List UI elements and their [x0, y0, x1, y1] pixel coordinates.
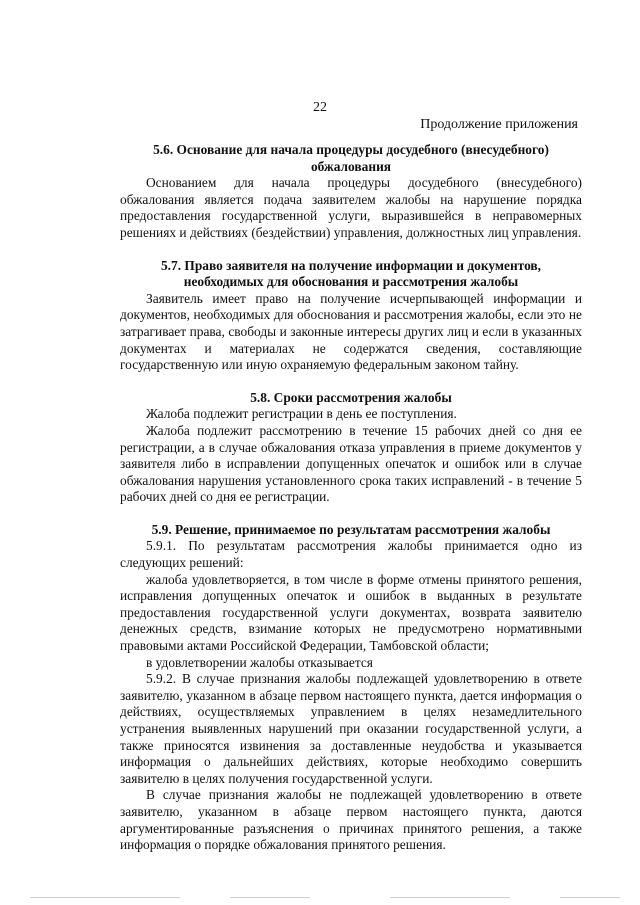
paragraph: В случае признания жалобы не подлежащей удовлетворению в ответе заявителю, указанном в абзаце первом настоящего пункта, даются аргументированные разъяснения о причинах принятого решения, а также информация о порядке обжалования принятого решения. [120, 787, 582, 853]
section-heading-5-6: 5.6. Основание для начала процедуры досудебного (внесудебного) обжалования [153, 142, 549, 174]
paragraph: 5.9.2. В случае признания жалобы подлежащей удовлетворению в ответе заявителю, указанном в абзаце первом настоящего пункта, дается информация о действиях, осуществляемых управлением в целях незамедлительного устранения выявленных нарушений при оказании государственной услуги, а также приносятся извинения за доставленные неудобства и указывается информация о дальнейших действиях, которые необходимо совершить заявителю в целях получения государственной услуги. [120, 671, 582, 786]
paragraph: в удовлетворении жалобы отказывается [146, 654, 373, 670]
scan-artifact [560, 897, 620, 898]
paragraph: Жалоба подлежит рассмотрению в течение 15 рабочих дней со дня ее регистрации, а в случае обжалования отказа управления в приеме документов у заявителя либо в исправлении допущенных опечаток и ошибок или в случае обжалования нарушения установленного срока таких исправлений - в течение 5 рабочих дней со дня ее регистрации. [120, 422, 582, 505]
scan-artifact [30, 897, 180, 898]
paragraph: Заявитель имеет право на получение исчерпывающей информации и документов, необходимых для обоснования и рассмотрения жалобы, если это не затрагивает права, свободы и законные интересы других лиц и если в указанных документах и материалах не содержатся сведения, составляющие государственную или иную охраняемую федеральным законом тайну. [120, 290, 582, 373]
scan-artifact [390, 897, 510, 898]
paragraph: Жалоба подлежит регистрации в день ее поступления. [146, 406, 457, 422]
section-heading-5-9: 5.9. Решение, принимаемое по результатам рассмотрения жалобы [151, 521, 551, 537]
continuation-note: Продолжение приложения [420, 117, 578, 132]
document-body [120, 142, 582, 854]
section-heading-5-7: 5.7. Право заявителя на получение информации и документов, необходимых для обоснования и рассмотрения жалобы [160, 257, 542, 290]
section-heading-5-8: 5.8. Сроки рассмотрения жалобы [250, 389, 452, 405]
paragraph: Основанием для начала процедуры досудебного (внесудебного) обжалования является подача заявителем жалобы на нарушение порядка предоставления государственной услуги, выразившейся в неправомерных решениях и действиях (бездействии) управления, должностных лиц управления. [120, 175, 582, 240]
page-number: 22 [313, 100, 327, 115]
paragraph: жалоба удовлетворяется, в том числе в форме отмены принятого решения, исправления допущенных опечаток и ошибок в выданных в результате предоставления государственной услуги документах, возврата заявителю денежных средств, взимание которых не предусмотрено нормативными правовыми актами Российской Федерации, Тамбовской области; [120, 571, 582, 654]
paragraph: 5.9.1. По результатам рассмотрения жалобы принимается одно из следующих решений: [120, 538, 582, 571]
scan-artifact [230, 897, 310, 898]
